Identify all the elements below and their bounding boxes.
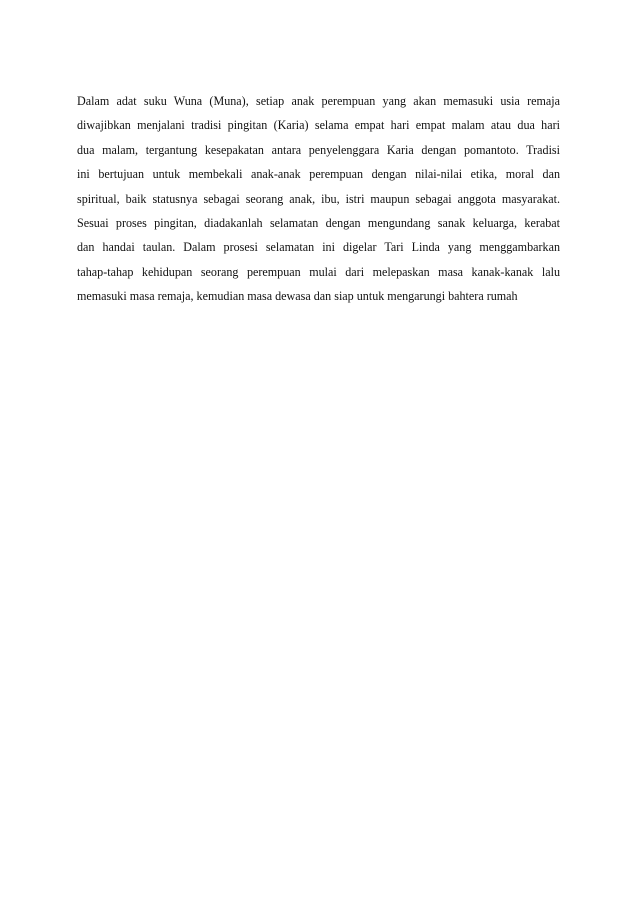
paragraph-line-1: Dalam adat suku Wuna (Muna), setiap anak perempuan yang akan memasuki usia remaja <box>77 94 560 108</box>
paragraph-line-8: tahap-tahap kehidupan seorang perempuan mulai dari melepaskan masa kanak-kanak lalu <box>77 264 560 279</box>
paragraph-line-2: diwajibkan menjalani tradisi pingitan (Karia) selama empat hari empat malam atau dua hari <box>77 118 560 133</box>
paragraph-line-6: Sesuai proses pingitan, diadakanlah selamatan dengan mengundang sanak keluarga, kerabat <box>77 215 560 230</box>
body-paragraph <box>77 89 560 309</box>
paragraph-line-3: dua malam, tergantung kesepakatan antara penyelenggara Karia dengan pomantoto. Tradisi <box>77 142 560 157</box>
paragraph-line-4: ini bertujuan untuk membekali anak-anak perempuan dengan nilai-nilai etika, moral dan <box>77 167 560 182</box>
paragraph-line-9: memasuki masa remaja, kemudian masa dewasa dan siap untuk mengarungi bahtera rumah <box>77 289 518 304</box>
paragraph-line-7: dan handai taulan. Dalam prosesi selamatan ini digelar Tari Linda yang menggambarkan <box>77 240 560 255</box>
paragraph-line-5: spiritual, baik statusnya sebagai seorang anak, ibu, istri maupun sebagai anggota masyarakat. <box>77 191 560 206</box>
